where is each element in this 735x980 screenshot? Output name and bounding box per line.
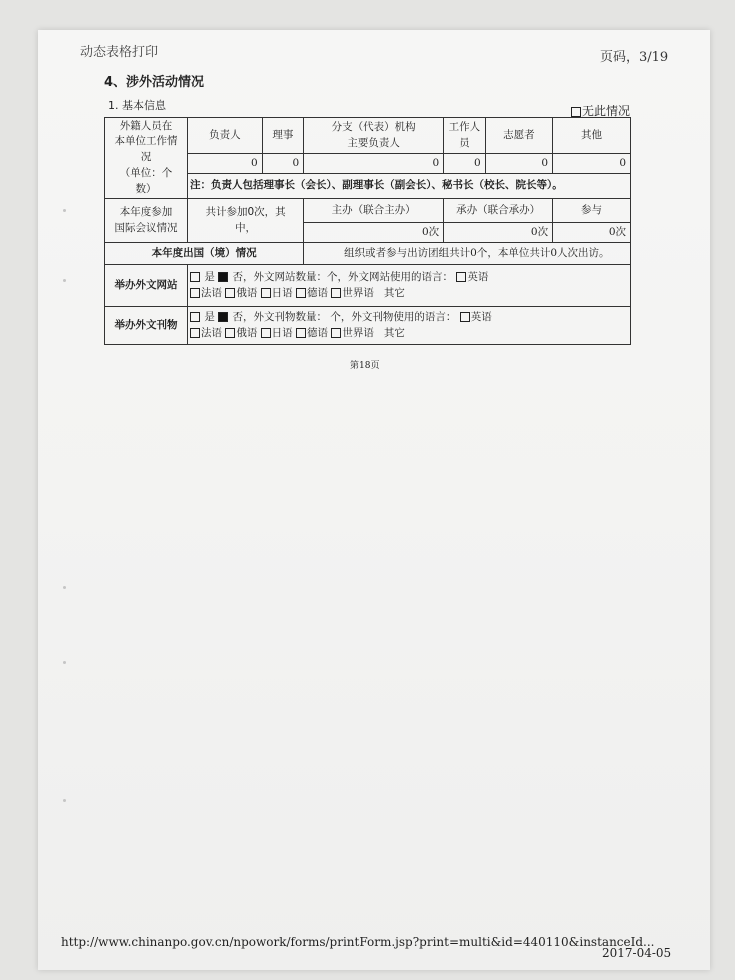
abroad-label: 本年度出国（境）情况 (105, 243, 304, 265)
col-header: 理事 (262, 118, 303, 154)
foreign-staff-label: 外籍人员在 本单位工作情 况 （单位：个 数） (105, 118, 188, 199)
col-header: 承办（联合承办） (444, 199, 553, 223)
value-cell: 0 (304, 154, 444, 174)
value-cell: 0 (262, 154, 303, 174)
value-cell: 0次 (304, 223, 444, 243)
checkbox-icon (296, 288, 306, 298)
page-number: 第18页 (350, 361, 380, 371)
value-cell: 0 (187, 154, 262, 174)
col-header: 分支（代表）机构 主要负责人 (304, 118, 444, 154)
checked-checkbox-icon (218, 312, 228, 322)
value-cell: 0 (444, 154, 485, 174)
checkbox-icon (460, 312, 470, 322)
footer-date: 2017-04-05 (602, 946, 672, 960)
website-options: 是 否，外文网站数量：个，外文网站使用的语言： 英语 法语 俄语 日语 德语 世界语 其它 (187, 265, 630, 307)
checked-checkbox-icon (218, 272, 228, 282)
footer-url: http://www.chinanpo.gov.cn/npowork/forms/printForm.jsp?print=multi&id=440110&instanceId... (61, 935, 655, 949)
value-cell: 0 (485, 154, 552, 174)
checkbox-icon (571, 107, 581, 117)
publication-label: 举办外文刊物 (105, 307, 188, 345)
website-label: 举办外文网站 (105, 265, 188, 307)
col-header: 参与 (553, 199, 631, 223)
conference-label: 本年度参加 国际会议情况 (105, 199, 188, 243)
value-cell: 0次 (444, 223, 553, 243)
value-cell: 0 (553, 154, 631, 174)
print-header-page: 页码，3/19 (600, 50, 669, 65)
binding-hole (63, 661, 66, 664)
binding-hole (63, 209, 66, 212)
col-header: 志愿者 (485, 118, 552, 154)
sub-title: 1. 基本信息 (108, 99, 166, 112)
checkbox-icon (225, 288, 235, 298)
publication-options: 是 否，外文刊物数量： 个，外文刊物使用的语言： 英语 法语 俄语 日语 德语 世界语 其它 (187, 307, 630, 345)
checkbox-icon (296, 328, 306, 338)
checkbox-icon (261, 328, 271, 338)
checkbox-icon (331, 328, 341, 338)
binding-hole (63, 586, 66, 589)
conference-total: 共计参加0次，其 中， (187, 199, 303, 243)
col-header: 主办（联合主办） (304, 199, 444, 223)
value-cell: 0次 (553, 223, 631, 243)
checkbox-icon (331, 288, 341, 298)
binding-hole (63, 279, 66, 282)
binding-hole (63, 799, 66, 802)
col-header: 其他 (553, 118, 631, 154)
checkbox-icon (190, 312, 200, 322)
foreign-staff-note: 注：负责人包括理事长（会长）、副理事长（副会长）、秘书长（校长、院长等）。 (187, 174, 630, 199)
no-situation-label: 无此情况 (582, 104, 631, 118)
print-header-title: 动态表格打印 (80, 45, 159, 60)
col-header: 负责人 (187, 118, 262, 154)
checkbox-icon (225, 328, 235, 338)
col-header: 工作人员 (444, 118, 485, 154)
checkbox-icon (261, 288, 271, 298)
checkbox-icon (456, 272, 466, 282)
checkbox-icon (190, 328, 200, 338)
checkbox-icon (190, 272, 200, 282)
section-title: 4、涉外活动情况 (104, 75, 205, 90)
abroad-text: 组织或者参与出访团组共计0个，本单位共计0人次出访。 (304, 243, 631, 265)
foreign-activities-table (104, 117, 631, 345)
checkbox-icon (190, 288, 200, 298)
